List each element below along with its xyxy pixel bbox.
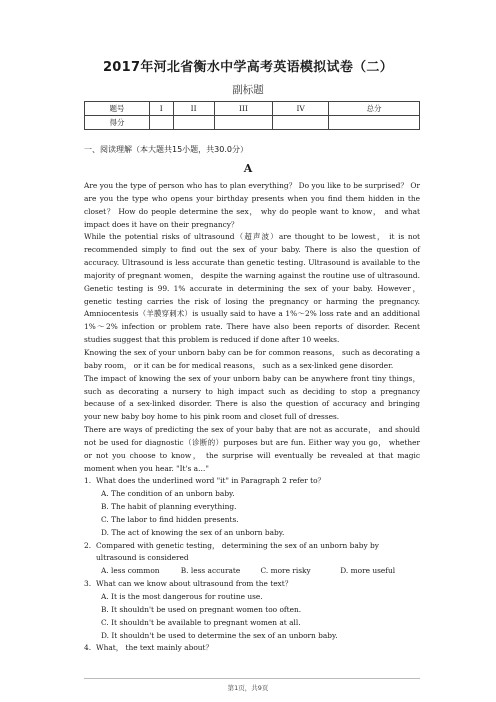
passage-paragraph: The impact of knowing the sex of your unborn baby can be anywhere front tiny things， such as decorating a nursery to high impact such as deciding to stop a pregnancy because of a sex-linked disorder. There is also the question of accuracy and bringing your new baby boy home to his pink room and closet full of dresses.: [84, 373, 420, 422]
question-1: [84, 475, 420, 488]
question-stem: What， the text mainly about？: [96, 643, 213, 653]
answer-option: A. The condition of an unborn baby.: [101, 489, 235, 499]
question-number: 1.: [84, 476, 92, 486]
section-heading: 一、阅读理解（本大题共15小题，共30.0分）: [84, 145, 248, 154]
passage-letter: A: [243, 162, 253, 175]
question-4: [84, 642, 420, 655]
score-cell: 得分: [85, 116, 150, 130]
page-footer: 第1页，共9页: [227, 684, 269, 692]
page-title: 2017年河北省衡水中学高考英语模拟试卷（二）: [102, 60, 394, 75]
score-cell: II: [173, 102, 214, 116]
question-number: 4.: [84, 643, 92, 653]
passage-paragraph: There are ways of predicting the sex of your baby that are not as accurate， and should not be used for diagnostic（诊断的）purposes but are fun. Either way you go， whether or not you choose to know， the surprise will eventually be revealed at that magic moment when you hear. "It's a…": [84, 425, 420, 473]
score-table-header-row: [85, 102, 420, 116]
answer-option: C. The labor to find hidden presents.: [101, 514, 239, 524]
answer-option: B. It shouldn't be used on pregnant women too often.: [101, 604, 302, 614]
score-table: [84, 101, 420, 130]
answer-option-row: [84, 565, 420, 578]
answer-option: A. less common: [101, 566, 160, 576]
question-2: [84, 540, 420, 566]
passage-and-questions: [84, 180, 420, 655]
score-cell: [273, 116, 329, 130]
answer-option: B. less accurate: [180, 566, 241, 576]
question-3: [84, 578, 420, 591]
answer-option: D. The act of knowing the sex of an unborn baby.: [101, 527, 285, 537]
score-cell: III: [214, 102, 273, 116]
page-subtitle: 副标题: [232, 84, 264, 96]
question-stem: What does the underlined word "it" in Paragraph 2 refer to？: [96, 476, 325, 486]
score-cell: [214, 116, 273, 130]
footer-divider: [84, 678, 420, 679]
score-cell: 总分: [329, 102, 420, 116]
answer-option: D. It shouldn't be used to determine the sex of an unborn baby.: [101, 630, 338, 640]
passage-paragraph: While the potential risks of ultrasound（超声波）are thought to be lowest， it is not recommended simply to find out the sex of your baby. There is also the question of accuracy. Ultrasound is less accurate than genetic testing. Ultrasound is available to the majority of pregnant women， despite the warning against the routine use of ultrasound. Genetic testing is 99. 1% accurate in determining the sex of your baby. However， genetic testing carries the risk of losing the pregnancy or harming the pregnancy. Amniocentesis（羊膜穿刺术）is usually said to have a 1%～2% loss rate and an additional 1%～2% infection or problem rate. There have also been reports of disorder. Recent studies suggest that this problem is reduced if done after 10 weeks.: [84, 232, 420, 345]
passage-paragraph: Are you the type of person who has to plan everything？ Do you like to be surprised？ Or are you the type who opens your birthday presents when you find them hidden in the closet？ How do people determine the sex， why do people want to know， and what impact does it have on their pregnancy？: [84, 181, 420, 229]
answer-option: C. more risky: [260, 566, 311, 576]
answer-option: A. It is the most dangerous for routine use.: [101, 592, 263, 601]
score-cell: [173, 116, 214, 130]
score-cell: 题号: [85, 102, 150, 116]
score-table-score-row: [85, 116, 420, 130]
score-cell: IV: [273, 102, 329, 116]
question-number: 2.: [84, 540, 92, 550]
answer-option: D. more useful: [340, 566, 396, 576]
score-cell: I: [150, 102, 174, 116]
passage-paragraph: Knowing the sex of your unborn baby can be for common reasons， such as decorating a baby room， or it can be for medical reasons， such as a sex-linked gene disorder.: [84, 347, 420, 370]
question-stem: Compared with genetic testing， determining the sex of an unborn baby by ultrasound is considered: [96, 540, 379, 563]
score-cell: [329, 116, 420, 130]
score-cell: [150, 116, 174, 130]
answer-option: B. The habit of planning everything.: [101, 502, 237, 512]
answer-option: C. It shouldn't be available to pregnant women at all.: [101, 617, 301, 627]
question-stem: What can we know about ultrasound from the text？: [96, 579, 293, 589]
question-number: 3.: [84, 579, 92, 589]
